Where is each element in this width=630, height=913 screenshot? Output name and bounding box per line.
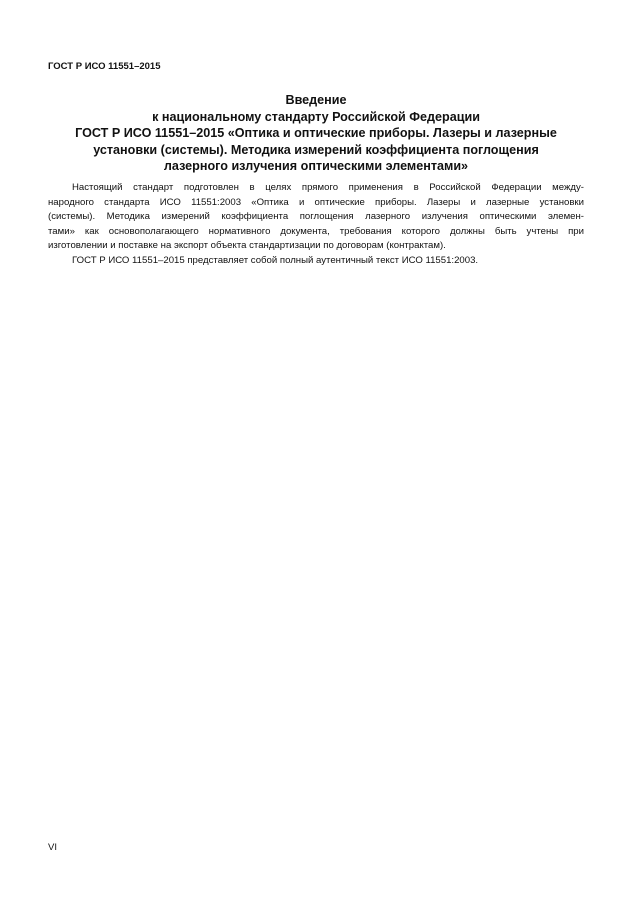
- paragraph-2: ГОСТ Р ИСО 11551–2015 представляет собой полный аутентичный текст ИСО 11551:2003.: [72, 254, 479, 266]
- introduction-title: [48, 92, 584, 175]
- paragraph-line: Настоящий стандарт подготовлен в целях прямого применения в Российской Федерации между-: [72, 182, 584, 193]
- running-header: ГОСТ Р ИСО 11551–2015: [48, 61, 161, 72]
- title-line: к национальному стандарту Российской Федерации: [152, 109, 480, 124]
- title-line: лазерного излучения оптическими элементами»: [163, 159, 469, 174]
- page-number: VI: [48, 842, 57, 853]
- paragraph-line: тами» как основополагающего нормативного документа, требования которого должны быть учтены при: [48, 225, 584, 237]
- paragraph-line: (системы). Методика измерений коэффициента поглощения лазерного излучения оптическими элемен-: [48, 211, 584, 222]
- title-line: установки (системы). Методика измерений коэффициента поглощения: [93, 142, 539, 157]
- paragraph-line: изготовлении и поставке на экспорт объекта стандартизации по договорам (контрактам).: [48, 240, 446, 251]
- title-line: Введение: [285, 93, 347, 107]
- introduction-body: [48, 181, 584, 268]
- paragraph-line: народного стандарта ИСО 11551:2003 «Оптика и оптические приборы. Лазеры и лазерные установки: [48, 196, 584, 208]
- title-line: ГОСТ Р ИСО 11551–2015 «Оптика и оптические приборы. Лазеры и лазерные: [75, 126, 557, 141]
